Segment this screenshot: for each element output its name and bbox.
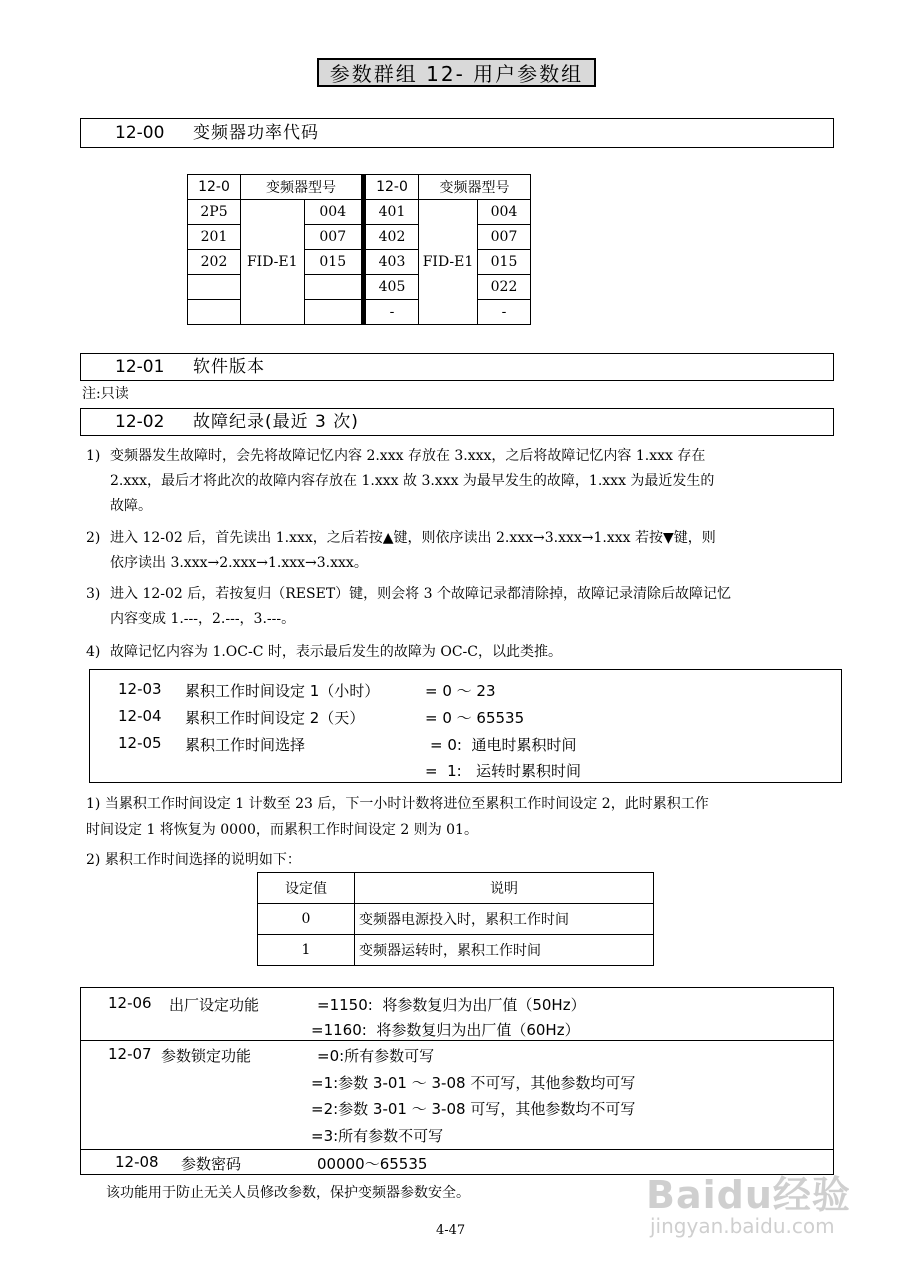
param-value: = 1: 运转时累积时间 xyxy=(425,762,582,780)
para-line: 故障记忆内容为 1.OC-C 时，表示最后发生的故障为 OC-C，以此类推。 xyxy=(110,644,562,660)
table-cell: 1 xyxy=(258,935,355,966)
para-line: 依序读出 3.xxx→2.xxx→1.xxx→3.xxx。 xyxy=(110,555,368,571)
read-only-note: 注:只读 xyxy=(82,386,129,402)
factory-settings-box xyxy=(80,987,834,1175)
param-code: 12-04 xyxy=(118,707,162,725)
page-number: 4-47 xyxy=(436,1223,466,1238)
param-value: =1150: 将参数复归为出厂值（50Hz） xyxy=(317,996,586,1014)
table-cell: 变频器运转时，累积工作时间 xyxy=(355,935,654,966)
para-number: 1) xyxy=(86,448,101,464)
table-cell xyxy=(304,275,363,300)
param-name: 累积工作时间设定 2（天） xyxy=(185,709,365,727)
section-name: 软件版本 xyxy=(193,357,265,377)
watermark-brand: Baidu经验 xyxy=(646,1173,851,1217)
time-select-table xyxy=(257,872,654,966)
time-note-line: 1) 当累积工作时间设定 1 计数至 23 后，下一小时计数将进位至累积工作时间设定 2，此时累积工作 xyxy=(86,796,709,812)
param-code: 12-06 xyxy=(108,994,152,1012)
param-value: =1:参数 3-01 ～ 3-08 不可写，其他参数均可写 xyxy=(311,1074,636,1092)
param-value: =1160: 将参数复归为出厂值（60Hz） xyxy=(311,1021,580,1039)
param-name: 参数锁定功能 xyxy=(161,1047,252,1065)
section-name: 故障纪录(最近 3 次) xyxy=(193,412,359,432)
table-header: 12-0 xyxy=(188,175,241,200)
param-value: = 0 ～ 65535 xyxy=(425,709,525,727)
table-cell: 007 xyxy=(478,225,531,250)
param-value: =2:参数 3-01 ～ 3-08 可写，其他参数均不可写 xyxy=(311,1100,636,1118)
param-code: 12-05 xyxy=(118,734,162,752)
table-cell: 0 xyxy=(258,904,355,935)
power-code-table xyxy=(187,174,531,325)
table-cell: 402 xyxy=(364,225,419,250)
section-header-12-01 xyxy=(80,353,834,381)
param-name: 累积工作时间选择 xyxy=(185,736,306,754)
section-code: 12-01 xyxy=(115,357,165,377)
para-line: 进入 12-02 后，若按复归（RESET）键，则会将 3 个故障记录都清除掉，故障记录清除后故障记忆 xyxy=(110,586,731,602)
table-cell xyxy=(188,275,241,300)
para-number: 4) xyxy=(86,644,101,660)
table-cell: 403 xyxy=(364,250,419,275)
table-cell: - xyxy=(478,300,531,325)
table-header: 12-0 xyxy=(364,175,419,200)
watermark-url: jingyan.baidu.com xyxy=(650,1214,835,1238)
table-cell: 022 xyxy=(478,275,531,300)
table-cell: 201 xyxy=(188,225,241,250)
divider xyxy=(81,1149,833,1150)
table-cell: 2P5 xyxy=(188,200,241,225)
footer-note: 该功能用于防止无关人员修改参数，保护变频器参数安全。 xyxy=(106,1185,470,1201)
param-name: 出厂设定功能 xyxy=(169,996,260,1014)
table-cell: 004 xyxy=(304,200,363,225)
time-note-line: 时间设定 1 将恢复为 0000，而累积工作时间设定 2 则为 01。 xyxy=(86,822,478,838)
table-cell: 变频器电源投入时，累积工作时间 xyxy=(355,904,654,935)
accumulated-time-box xyxy=(89,669,842,783)
param-value: =3:所有参数不可写 xyxy=(311,1127,444,1145)
divider xyxy=(81,1040,833,1041)
param-value: 00000～65535 xyxy=(317,1155,428,1173)
para-number: 3) xyxy=(86,586,101,602)
table-cell: 405 xyxy=(364,275,419,300)
param-code: 12-03 xyxy=(118,680,162,698)
page-title: 参数群组 12- 用户参数组 xyxy=(317,58,596,87)
section-code: 12-02 xyxy=(115,412,165,432)
table-cell: 015 xyxy=(304,250,363,275)
table-cell: 007 xyxy=(304,225,363,250)
para-line: 变频器发生故障时，会先将故障记忆内容 2.xxx 存放在 3.xxx，之后将故障记忆内容 1.xxx 存在 xyxy=(110,448,706,464)
table-cell: FID-E1 xyxy=(241,200,305,325)
param-value: = 0: 通电时累积时间 xyxy=(430,736,577,754)
table-cell: 202 xyxy=(188,250,241,275)
table-cell xyxy=(304,300,363,325)
table-cell: 015 xyxy=(478,250,531,275)
param-code: 12-07 xyxy=(108,1045,152,1063)
para-line: 故障。 xyxy=(110,498,152,514)
table-header: 说明 xyxy=(355,873,654,904)
para-line: 进入 12-02 后，首先读出 1.xxx，之后若按▲键，则依序读出 2.xxx→3.xxx→1.xxx 若按▼键，则 xyxy=(110,530,716,546)
param-name: 累积工作时间设定 1（小时） xyxy=(185,682,380,700)
para-line: 2.xxx，最后才将此次的故障内容存放在 1.xxx 故 3.xxx 为最早发生的故障，1.xxx 为最近发生的 xyxy=(110,473,715,489)
time-note-line: 2) 累积工作时间选择的说明如下： xyxy=(86,852,301,868)
section-name: 变频器功率代码 xyxy=(193,123,319,143)
param-value: = 0 ～ 23 xyxy=(425,682,496,700)
table-header: 变频器型号 xyxy=(241,175,364,200)
param-code: 12-08 xyxy=(115,1153,159,1171)
section-header-12-00 xyxy=(80,118,834,148)
para-number: 2) xyxy=(86,530,101,546)
section-code: 12-00 xyxy=(115,123,165,143)
table-cell: 401 xyxy=(364,200,419,225)
table-cell xyxy=(188,300,241,325)
table-cell: FID-E1 xyxy=(419,200,478,325)
table-cell: 004 xyxy=(478,200,531,225)
table-header: 设定值 xyxy=(258,873,355,904)
table-header: 变频器型号 xyxy=(419,175,531,200)
param-value: =0:所有参数可写 xyxy=(317,1047,435,1065)
table-cell: - xyxy=(364,300,419,325)
section-header-12-02 xyxy=(80,408,834,436)
para-line: 内容变成 1.---，2.---，3.---。 xyxy=(110,611,296,627)
param-name: 参数密码 xyxy=(181,1155,242,1173)
